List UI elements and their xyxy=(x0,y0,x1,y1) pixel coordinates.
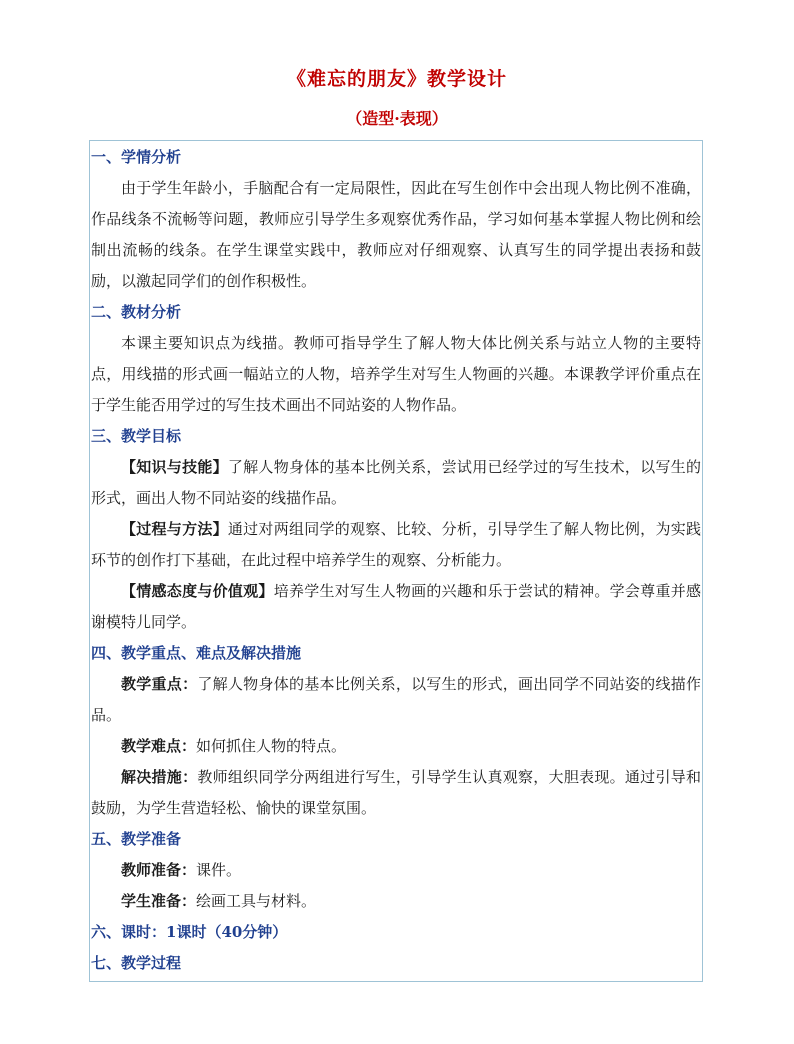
key-label: 教学重点： xyxy=(121,675,198,693)
key-label: 教学难点： xyxy=(121,737,197,755)
prep-label: 教师准备： xyxy=(121,861,197,879)
section-heading-teaching-goals: 三、教学目标 xyxy=(91,427,182,445)
goal-process-method xyxy=(91,514,701,576)
prep-text: 绘画工具与材料。 xyxy=(196,892,317,910)
difficult-point xyxy=(91,731,701,762)
section-heading-preparation: 五、教学准备 xyxy=(91,830,182,848)
teacher-preparation xyxy=(91,855,701,886)
paragraph-material-analysis: 本课主要知识点为线描。教师可指导学生了解人物大体比例关系与站立人物的主要特点，用线描的形式画一幅站立的人物，培养学生对写生人物画的兴趣。本课教学评价重点在于学生能否用学过的写生技术画出不同站姿的人物作品。 xyxy=(91,334,701,414)
student-preparation xyxy=(91,886,701,917)
section-heading-class-hours: 六、课时：1课时（40分钟） xyxy=(91,923,288,941)
goal-label: 【知识与技能】 xyxy=(121,458,228,476)
section-heading-material-analysis: 二、教材分析 xyxy=(91,303,182,321)
prep-text: 课件。 xyxy=(196,861,242,879)
solution-measures xyxy=(91,762,701,824)
goal-text: 通过对两组同学的观察、比较、分析，引导学生了解人物比例，为实践环节的创作打下基础，在此过程中培养学生的观察、分析能力。 xyxy=(91,520,701,569)
content-body xyxy=(89,142,703,979)
key-text: 如何抓住人物的特点。 xyxy=(196,737,347,755)
document-subtitle: （造型·表现） xyxy=(346,109,448,128)
goal-text: 了解人物身体的基本比例关系，尝试用已经学过的写生技术，以写生的形式，画出人物不同站姿的线描作品。 xyxy=(91,458,701,507)
section-heading-key-points: 四、教学重点、难点及解决措施 xyxy=(91,644,302,662)
paragraph-learning-analysis: 由于学生年龄小，手脑配合有一定局限性，因此在写生创作中会出现人物比例不准确，作品线条不流畅等问题，教师应引导学生多观察优秀作品，学习如何基本掌握人物比例和绘制出流畅的线条。在学生课堂实践中，教师应对仔细观察、认真写生的同学提出表扬和鼓励，以激起同学们的创作积极性。 xyxy=(91,179,701,290)
key-point xyxy=(91,669,701,731)
goal-knowledge-skills xyxy=(91,452,701,514)
goal-emotion-values xyxy=(91,576,701,638)
section-heading-learning-analysis: 一、学情分析 xyxy=(91,148,182,166)
key-text: 了解人物身体的基本比例关系，以写生的形式，画出同学不同站姿的线描作品。 xyxy=(91,675,701,724)
document-title: 《难忘的朋友》教学设计 xyxy=(286,68,507,90)
key-text: 教师组织同学分两组进行写生，引导学生认真观察，大胆表现。通过引导和鼓励，为学生营造轻松、愉快的课堂氛围。 xyxy=(91,768,701,817)
goal-label: 【情感态度与价值观】 xyxy=(121,582,274,600)
goal-text: 培养学生对写生人物画的兴趣和乐于尝试的精神。学会尊重并感谢模特儿同学。 xyxy=(91,582,701,631)
key-label: 解决措施： xyxy=(121,768,198,786)
prep-label: 学生准备： xyxy=(121,892,197,910)
goal-label: 【过程与方法】 xyxy=(121,520,228,538)
section-heading-teaching-process: 七、教学过程 xyxy=(91,954,182,972)
